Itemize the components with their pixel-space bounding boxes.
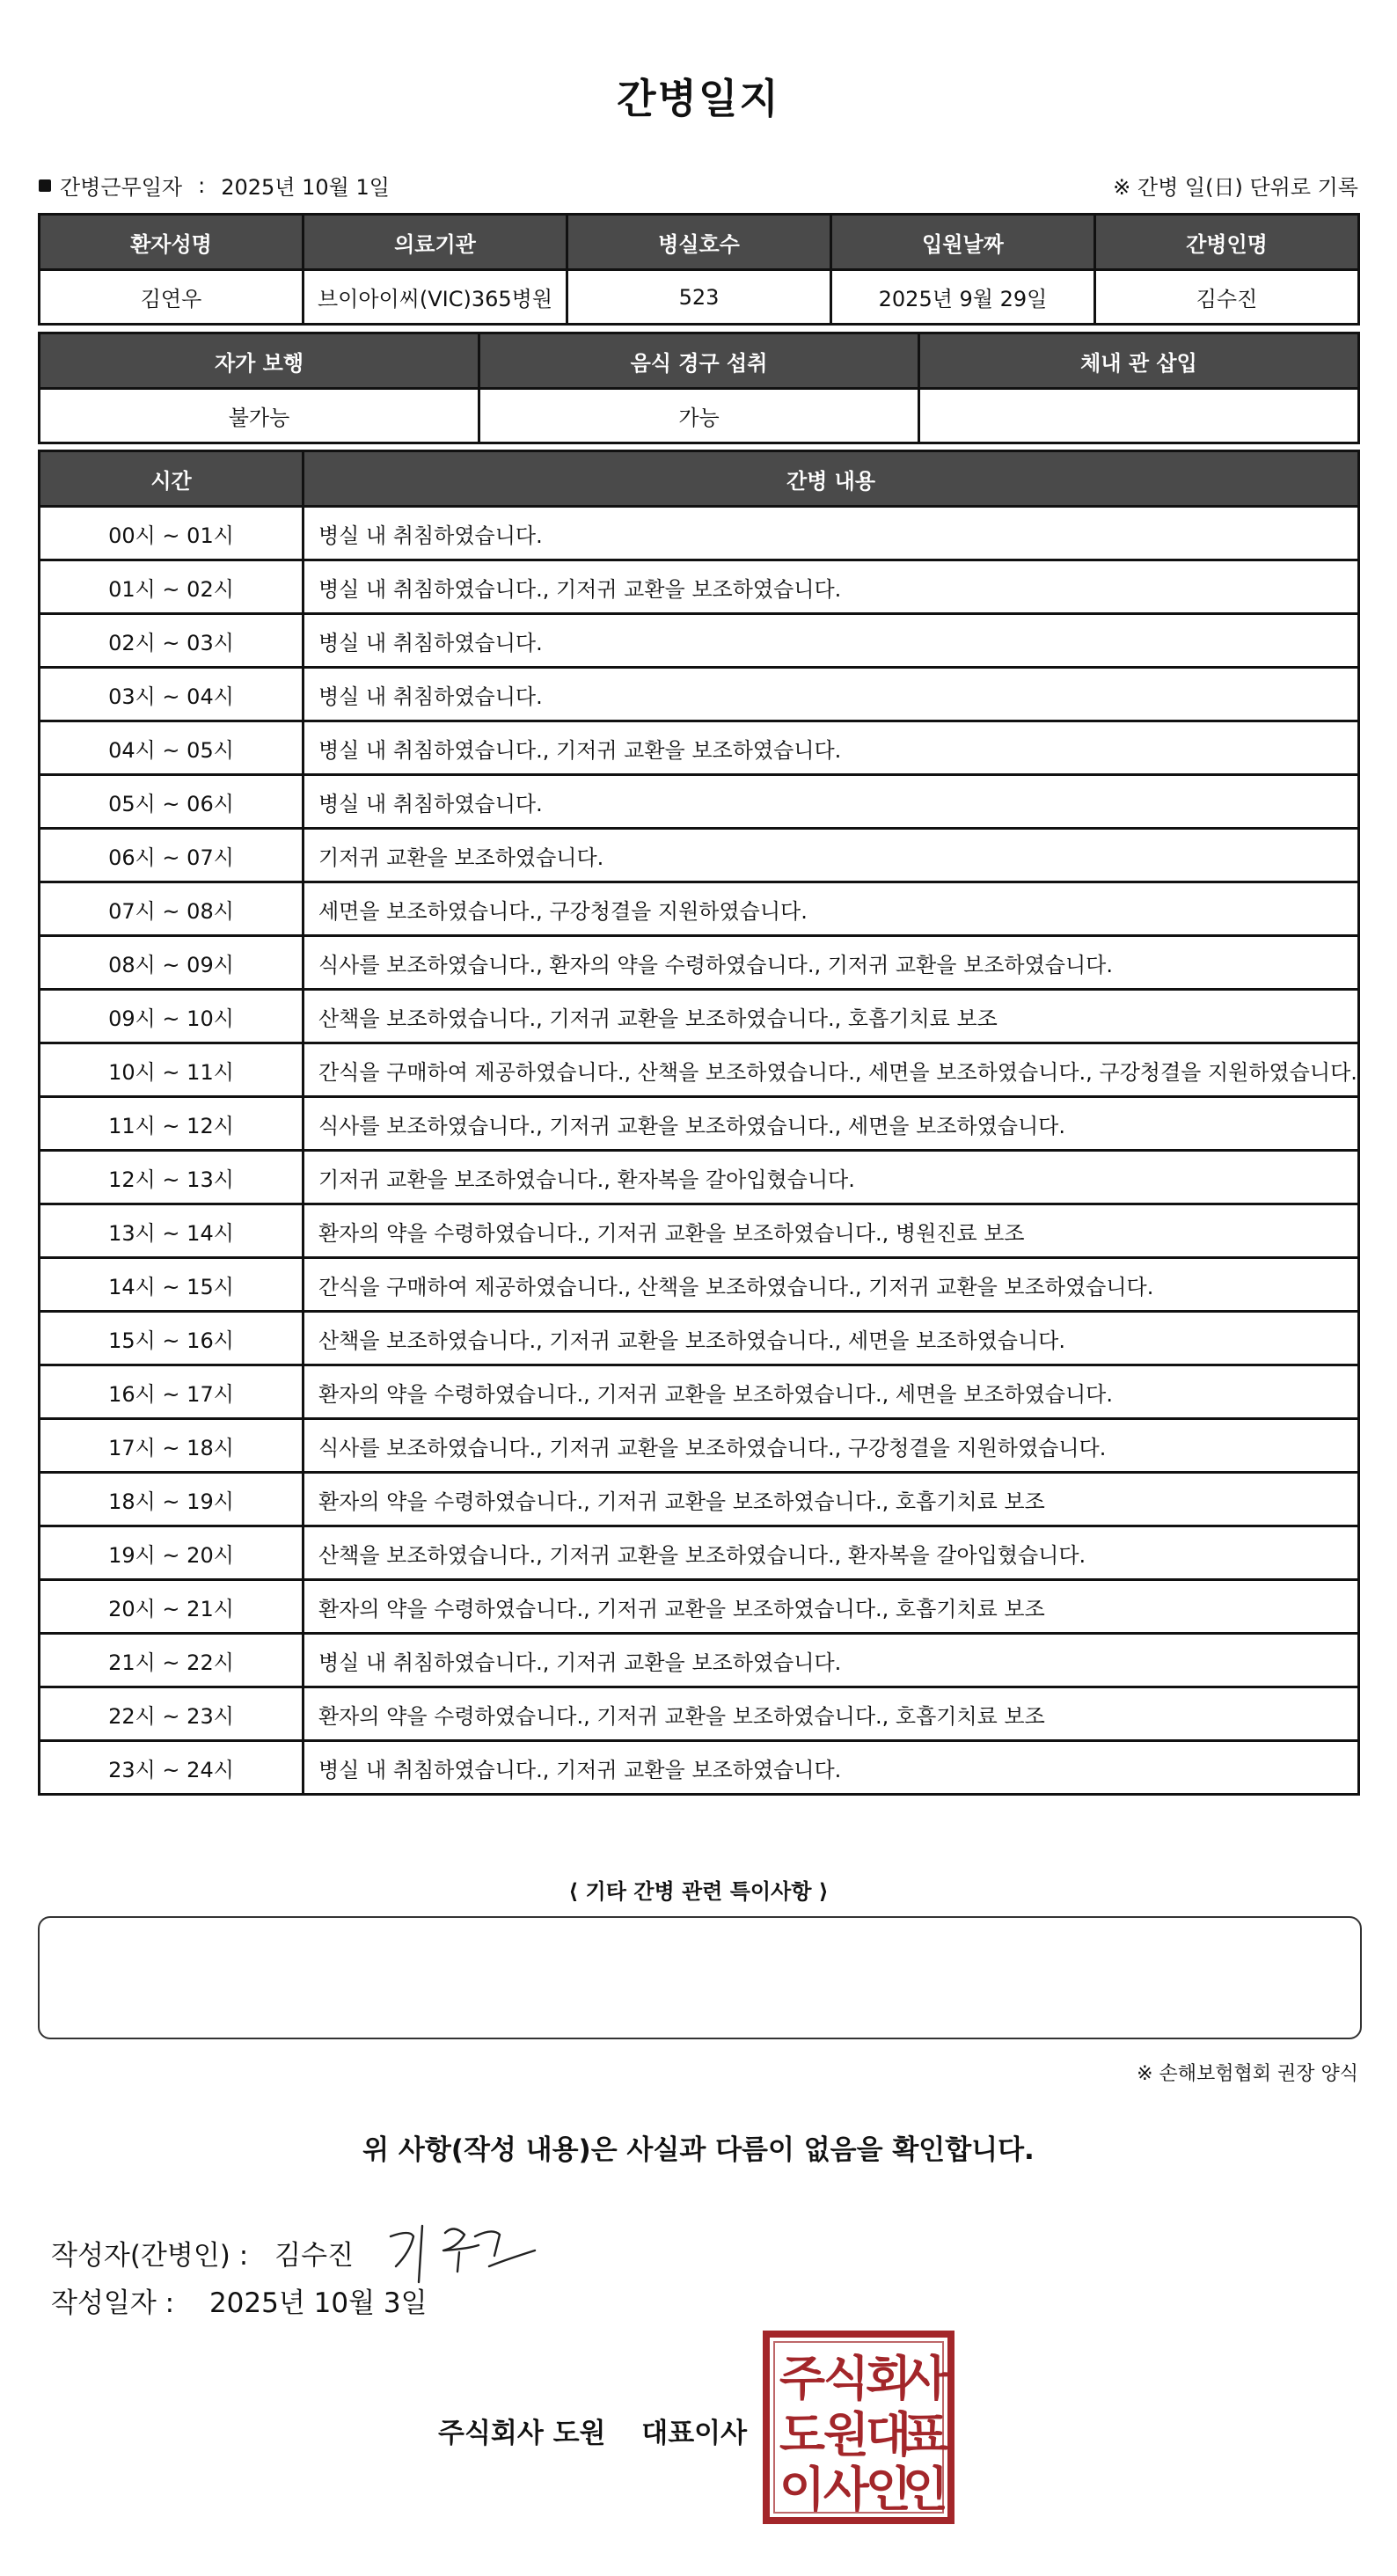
time-slot: 18시 ~ 19시 (40, 1473, 304, 1526)
time-slot: 08시 ~ 09시 (40, 936, 304, 990)
care-content: 환자의 약을 수령하였습니다., 기저귀 교환을 보조하였습니다., 호흡기치료 보조 (304, 1473, 1359, 1526)
author-label: 작성자(간병인) : (51, 2239, 249, 2272)
svg-text:이: 이 (779, 2462, 826, 2517)
table-row (40, 270, 1359, 325)
care-content: 산책을 보조하였습니다., 기저귀 교환을 보조하였습니다., 환자복을 갈아입혔습니다. (304, 1526, 1359, 1580)
table-row (40, 389, 1359, 443)
time-slot: 07시 ~ 08시 (40, 882, 304, 936)
time-slot: 21시 ~ 22시 (40, 1634, 304, 1687)
table-row (40, 1473, 1359, 1526)
table-row (40, 1634, 1359, 1687)
room-number: 523 (567, 270, 831, 325)
care-content: 병실 내 취침하였습니다., 기저귀 교환을 보조하였습니다. (304, 1741, 1359, 1795)
care-log-table (38, 450, 1360, 1796)
header-caregiver-name: 간병인명 (1095, 215, 1359, 270)
table-row (40, 1419, 1359, 1473)
svg-text:원: 원 (823, 2407, 870, 2463)
svg-text:대: 대 (865, 2407, 912, 2463)
header-self-walking: 자가 보행 (40, 333, 479, 389)
care-content: 병실 내 취침하였습니다., 기저귀 교환을 보조하였습니다. (304, 1634, 1359, 1687)
header-oral-intake: 음식 경구 섭취 (479, 333, 919, 389)
table-row (40, 1312, 1359, 1365)
tube-insertion (919, 389, 1359, 443)
remarks-box (38, 1916, 1362, 2039)
header-care-content: 간병 내용 (304, 451, 1359, 507)
care-content: 식사를 보조하였습니다., 기저귀 교환을 보조하였습니다., 세면을 보조하였습니다. (304, 1097, 1359, 1151)
page-title: 간병일지 (617, 75, 780, 122)
header-room-number: 병실호수 (567, 215, 831, 270)
care-content: 병실 내 취침하였습니다., 기저귀 교환을 보조하였습니다. (304, 560, 1359, 614)
table-row (40, 1687, 1359, 1741)
table-row (40, 1097, 1359, 1151)
table-header-row (40, 333, 1359, 389)
time-slot: 22시 ~ 23시 (40, 1687, 304, 1741)
time-slot: 15시 ~ 16시 (40, 1312, 304, 1365)
svg-text:주: 주 (779, 2351, 826, 2406)
time-slot: 05시 ~ 06시 (40, 775, 304, 829)
time-slot: 16시 ~ 17시 (40, 1365, 304, 1419)
time-slot: 04시 ~ 05시 (40, 721, 304, 775)
time-slot: 03시 ~ 04시 (40, 668, 304, 721)
time-slot: 01시 ~ 02시 (40, 560, 304, 614)
care-content: 병실 내 취침하였습니다. (304, 775, 1359, 829)
written-date-label: 작성일자 : (51, 2287, 175, 2319)
self-walking: 불가능 (40, 389, 479, 443)
svg-text:인: 인 (902, 2462, 949, 2517)
admission-date: 2025년 9월 29일 (831, 270, 1095, 325)
table-row (40, 1151, 1359, 1204)
care-content: 환자의 약을 수령하였습니다., 기저귀 교환을 보조하였습니다., 호흡기치료 보조 (304, 1580, 1359, 1634)
table-row (40, 990, 1359, 1043)
table-row (40, 668, 1359, 721)
time-slot: 09시 ~ 10시 (40, 990, 304, 1043)
time-slot: 20시 ~ 21시 (40, 1580, 304, 1634)
care-content: 세면을 보조하였습니다., 구강청결을 지원하였습니다. (304, 882, 1359, 936)
care-content: 병실 내 취침하였습니다. (304, 614, 1359, 668)
author-row (51, 2217, 542, 2287)
svg-text:표: 표 (902, 2407, 949, 2463)
square-bullet-icon (39, 179, 51, 192)
time-slot: 02시 ~ 03시 (40, 614, 304, 668)
written-date-value: 2025년 10월 3일 (208, 2287, 428, 2319)
oral-intake: 가능 (479, 389, 919, 443)
care-content: 식사를 보조하였습니다., 기저귀 교환을 보조하였습니다., 구강청결을 지원하였습니다. (304, 1419, 1359, 1473)
author-name: 김수진 (274, 2239, 355, 2272)
table-row (40, 1204, 1359, 1258)
table-row (40, 1580, 1359, 1634)
confirmation-statement: 위 사항(작성 내용)은 사실과 다름이 없음을 확인합니다. (362, 2134, 1035, 2166)
svg-text:도: 도 (779, 2407, 826, 2463)
patient-info-table (38, 213, 1360, 326)
table-row (40, 560, 1359, 614)
header-time: 시간 (40, 451, 304, 507)
written-date-row (51, 2280, 428, 2320)
table-row (40, 721, 1359, 775)
time-slot: 23시 ~ 24시 (40, 1741, 304, 1795)
caregiver-name: 김수진 (1095, 270, 1359, 325)
time-slot: 14시 ~ 15시 (40, 1258, 304, 1312)
patient-status-table (38, 332, 1360, 444)
care-content: 환자의 약을 수령하였습니다., 기저귀 교환을 보조하였습니다., 병원진료 보조 (304, 1204, 1359, 1258)
unit-note: ※ 간병 일(日) 단위로 기록 (1113, 175, 1358, 200)
care-content: 병실 내 취침하였습니다., 기저귀 교환을 보조하였습니다. (304, 721, 1359, 775)
company-representative: 대표이사 (641, 2418, 748, 2449)
svg-text:사: 사 (902, 2351, 949, 2406)
company-name: 주식회사 도원 (438, 2418, 606, 2449)
work-date-value: 2025년 10월 1일 (221, 175, 390, 200)
care-content: 간식을 구매하여 제공하였습니다., 산책을 보조하였습니다., 세면을 보조하였습니다., 구강청결을 지원하였습니다. (304, 1043, 1359, 1097)
patient-name: 김연우 (40, 270, 304, 325)
table-header-row (40, 451, 1359, 507)
header-hospital: 의료기관 (304, 215, 567, 270)
time-slot: 12시 ~ 13시 (40, 1151, 304, 1204)
time-slot: 19시 ~ 20시 (40, 1526, 304, 1580)
table-row (40, 936, 1359, 990)
table-row (40, 614, 1359, 668)
care-content: 병실 내 취침하였습니다. (304, 668, 1359, 721)
table-row (40, 882, 1359, 936)
table-row (40, 1043, 1359, 1097)
table-header-row (40, 215, 1359, 270)
svg-text:회: 회 (865, 2351, 912, 2406)
header-patient-name: 환자성명 (40, 215, 304, 270)
header-tube-insertion: 체내 관 삽입 (919, 333, 1359, 389)
svg-text:인: 인 (865, 2462, 912, 2517)
handwritten-signature (384, 2217, 542, 2287)
work-date-row (39, 170, 390, 201)
company-seal-stamp (762, 2330, 955, 2525)
svg-text:식: 식 (823, 2351, 870, 2406)
time-slot: 13시 ~ 14시 (40, 1204, 304, 1258)
care-content: 환자의 약을 수령하였습니다., 기저귀 교환을 보조하였습니다., 세면을 보조하였습니다. (304, 1365, 1359, 1419)
table-row (40, 775, 1359, 829)
header-admission-date: 입원날짜 (831, 215, 1095, 270)
work-date-label: 간병근무일자 (60, 175, 183, 200)
care-content: 간식을 구매하여 제공하였습니다., 산책을 보조하였습니다., 기저귀 교환을 보조하였습니다. (304, 1258, 1359, 1312)
time-slot: 17시 ~ 18시 (40, 1419, 304, 1473)
time-slot: 00시 ~ 01시 (40, 507, 304, 560)
hospital: 브이아이씨(VIC)365병원 (304, 270, 567, 325)
table-row (40, 1741, 1359, 1795)
time-slot: 10시 ~ 11시 (40, 1043, 304, 1097)
care-content: 산책을 보조하였습니다., 기저귀 교환을 보조하였습니다., 호흡기치료 보조 (304, 990, 1359, 1043)
time-slot: 11시 ~ 12시 (40, 1097, 304, 1151)
care-content: 환자의 약을 수령하였습니다., 기저귀 교환을 보조하였습니다., 호흡기치료 보조 (304, 1687, 1359, 1741)
table-row (40, 829, 1359, 882)
colon-separator: : (198, 172, 206, 198)
recommend-note: ※ 손해보험협회 권장 양식 (1137, 2063, 1358, 2085)
table-row (40, 1526, 1359, 1580)
care-content: 기저귀 교환을 보조하였습니다., 환자복을 갈아입혔습니다. (304, 1151, 1359, 1204)
care-content: 산책을 보조하였습니다., 기저귀 교환을 보조하였습니다., 세면을 보조하였습니다. (304, 1312, 1359, 1365)
svg-text:사: 사 (823, 2462, 870, 2517)
table-row (40, 507, 1359, 560)
time-slot: 06시 ~ 07시 (40, 829, 304, 882)
table-row (40, 1365, 1359, 1419)
company-row (438, 2411, 747, 2450)
care-content: 기저귀 교환을 보조하였습니다. (304, 829, 1359, 882)
care-content: 병실 내 취침하였습니다. (304, 507, 1359, 560)
remarks-title: ⟨ 기타 간병 관련 특이사항 ⟩ (568, 1879, 829, 1904)
care-content: 식사를 보조하였습니다., 환자의 약을 수령하였습니다., 기저귀 교환을 보조하였습니다. (304, 936, 1359, 990)
table-row (40, 1258, 1359, 1312)
